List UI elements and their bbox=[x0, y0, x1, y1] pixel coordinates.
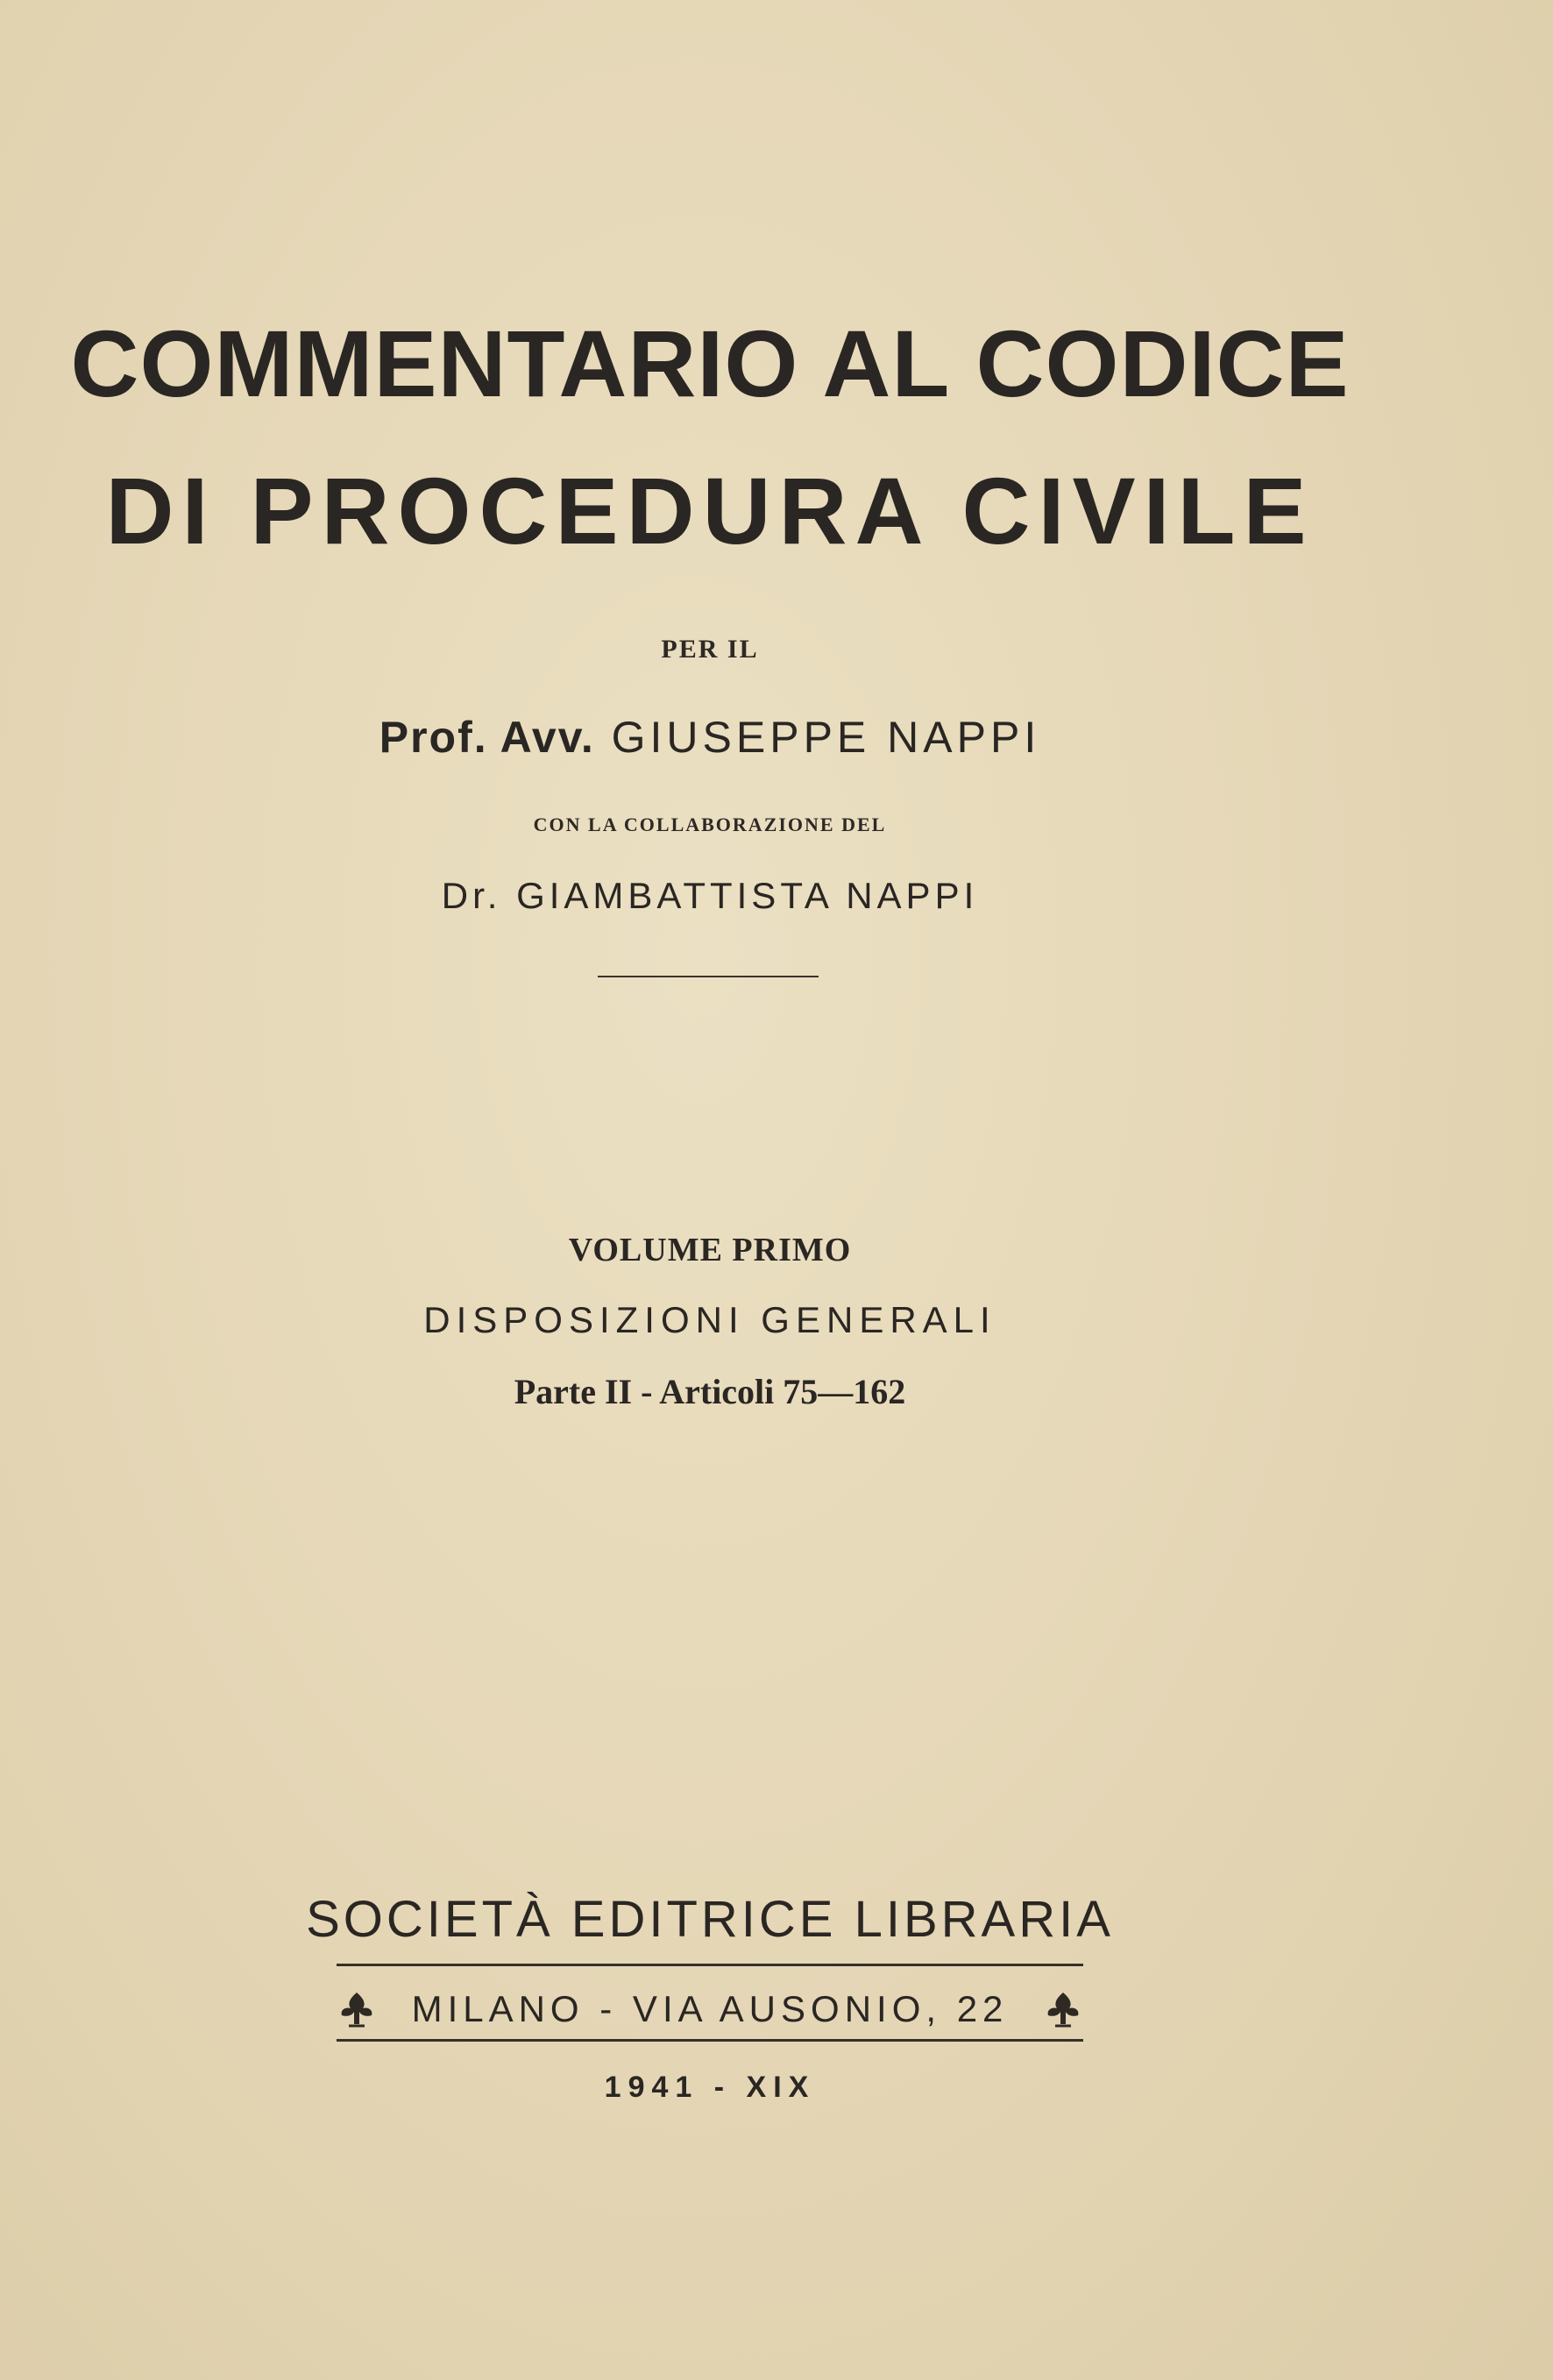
author-prefix: Prof. Avv. bbox=[379, 713, 595, 762]
leaf-ornament-icon bbox=[1043, 1989, 1083, 2029]
publisher-address-row bbox=[337, 1986, 1083, 2033]
part-articles: Parte II - Articoli 75—162 bbox=[514, 1372, 906, 1411]
publication-year: 1941 - XIX bbox=[604, 2071, 816, 2104]
section-title: DISPOSIZIONI GENERALI bbox=[423, 1299, 996, 1340]
collaboration-text: CON LA COLLABORAZIONE DEL bbox=[533, 813, 887, 835]
author-line bbox=[0, 712, 1420, 763]
volume-label: VOLUME PRIMO bbox=[568, 1232, 852, 1268]
coauthor-name: Dr. GIAMBATTISTA NAPPI bbox=[441, 875, 979, 916]
publisher-rule-top bbox=[337, 1964, 1083, 1966]
publisher-address: MILANO - VIA AUSONIO, 22 bbox=[411, 1988, 1009, 2029]
title-line-2: DI PROCEDURA CIVILE bbox=[105, 458, 1315, 564]
title-line-1: COMMENTARIO AL CODICE bbox=[70, 310, 1350, 416]
divider-rule bbox=[598, 976, 819, 977]
publisher-rule-bottom bbox=[337, 2039, 1083, 2042]
author-name: GIUSEPPE NAPPI bbox=[611, 713, 1041, 762]
publisher-name: SOCIETÀ EDITRICE LIBRARIA bbox=[306, 1891, 1114, 1948]
leaf-ornament-icon bbox=[337, 1989, 377, 2029]
per-il-text: PER IL bbox=[661, 635, 759, 664]
